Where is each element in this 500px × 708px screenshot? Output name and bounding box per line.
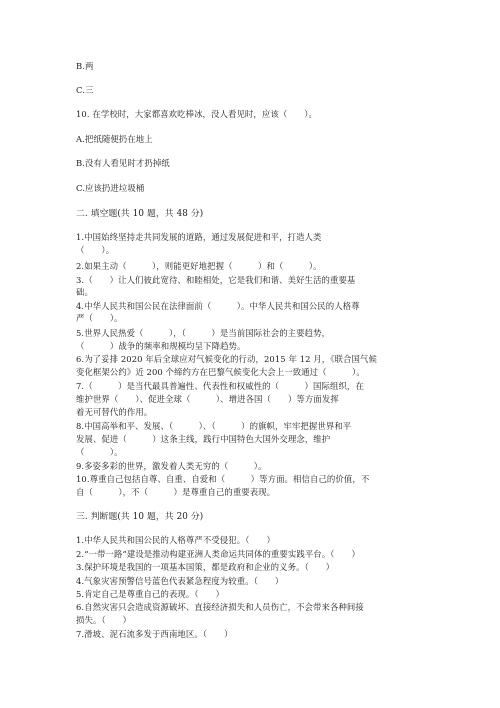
judge-line: 3.保护环境是我国的一项基本国策，都是政府和企业的义务。（ ） xyxy=(76,562,335,572)
judge-line: 2.“一带一路”建设是推动构建亚洲人类命运共同体的重要实践平台。（ ） xyxy=(76,549,360,559)
judge-line: 7.滑坡、泥石流多发于西南地区。（ ） xyxy=(76,629,233,639)
fill-line: 发展、促进（ ）这条主线，践行中国特色大国外交理念，维护 xyxy=(76,434,331,444)
fill-line: 5.世界人民热爱（ ），（ ）是当前国际社会的主要趋势， xyxy=(76,328,331,338)
q10-option-b: B.没有人看见时才扔掉纸 xyxy=(76,158,170,168)
fill-line: 4.中华人民共和国公民在法律面前（ ）。中华人民共和国公民的人格尊 xyxy=(76,301,360,311)
fill-line: 维护世界（ ）、促进全球（ ）、增进各国（ ）等方面发挥 xyxy=(76,394,339,404)
judge-line: 4.气象灾害预警信号蓝色代表紧急程度为较重。（ ） xyxy=(76,576,284,586)
judge-line: 1.中华人民共和国公民的人格尊严不受侵犯。（ ） xyxy=(76,535,275,545)
fill-line: 10.尊重自己包括自尊、自重、自爱和（ ）等方面。相信自己的价值，不 xyxy=(76,474,370,484)
fill-line: 着无可替代的作用。 xyxy=(76,407,153,417)
fill-section-heading: 二. 填空题(共 10 题，共 48 分) xyxy=(76,209,204,219)
prev-option-b: B.两 xyxy=(76,61,94,71)
question-10: 10. 在学校时，大家都喜欢吃棒冰，没人看见时，应该（ ）。 xyxy=(76,109,318,119)
fill-line: 严（ ）。 xyxy=(76,313,123,323)
judge-line: 损失。（ ） xyxy=(76,615,132,625)
fill-line: 7.（ ）是当代最具普遍性、代表性和权威性的（ ）国际组织，在 xyxy=(76,381,364,391)
judge-section-heading: 三. 判断题(共 10 题，共 20 分) xyxy=(76,512,204,522)
fill-line: （ ）。 xyxy=(76,245,115,255)
fill-line: 自（ ），不（ ）是尊重自己的重要表现。 xyxy=(76,487,276,497)
fill-line: 9.多姿多彩的世界，激发着人类无穷的（ ）。 xyxy=(76,461,267,471)
judge-line: 6.自然灾害只会造成资源破坏、直接经济损失和人员伤亡，不会带来各种间接 xyxy=(76,602,364,612)
fill-line: 6.为了妥排 2020 年后全球应对气候变化的行动，2015 年 12 月，《联合国气候 xyxy=(76,354,377,364)
fill-line: 础。 xyxy=(76,287,93,297)
judge-line: 5.肯定自己是尊重自己的表现。（ ） xyxy=(76,589,225,599)
fill-line: 3.（ ）让人们彼此宽待、和睦相处，它是我们和谐、美好生活的重要基 xyxy=(76,275,356,285)
fill-line: 1.中国始终坚持走共同发展的道路，通过发展促进和平，打造人类 xyxy=(76,232,322,242)
fill-line: （ ）战争的频率和规模均呈下降趋势。 xyxy=(76,341,246,351)
prev-option-c: C.三 xyxy=(76,85,94,95)
q10-option-a: A.把纸随便扔在地上 xyxy=(76,134,153,144)
fill-line: 变化框架公约》近 200 个缔约方在巴黎气候变化大会上一致通过（ ）。 xyxy=(76,367,365,377)
fill-line: 8.中国高举和平、发展、（ ）、（ ）的旗帜，牢牢把握世界和平 xyxy=(76,421,352,431)
fill-line: （ ）。 xyxy=(76,447,123,457)
fill-line: 2.如果主动（ ），则能更好地把握（ ）和（ ）。 xyxy=(76,261,322,271)
q10-option-c: C.应该扔进垃圾桶 xyxy=(76,183,145,193)
